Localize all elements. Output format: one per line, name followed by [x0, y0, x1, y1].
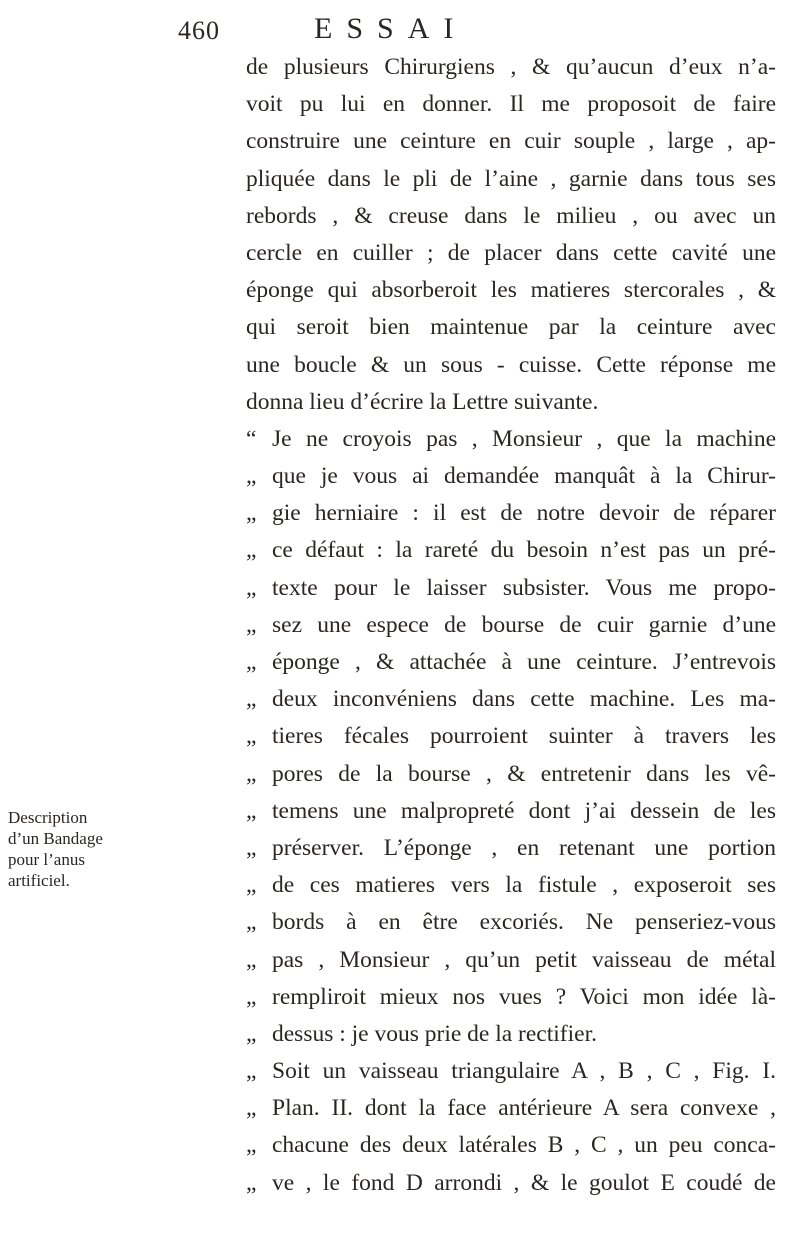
quote-mark: „	[246, 834, 257, 861]
quoted-line	[246, 756, 776, 793]
quoted-text: temens une malpropreté dont j’ai dessein de les	[272, 797, 776, 824]
quote-mark: „	[246, 1169, 257, 1196]
quoted-text: de ces matieres vers la fistule , exposeroit ses	[272, 872, 776, 899]
quoted-line	[246, 421, 776, 458]
quoted-line	[246, 644, 776, 681]
quoted-line	[246, 1016, 776, 1053]
quoted-line	[246, 942, 776, 979]
quoted-text: Soit un vaisseau triangulaire A , B , C , Fig. I.	[272, 1058, 776, 1085]
page-header	[0, 12, 800, 52]
quote-mark: “	[246, 425, 257, 452]
quoted-text: pas , Monsieur , qu’un petit vaisseau de métal	[272, 946, 776, 973]
page-number: 460	[178, 16, 220, 45]
text-line: pliquée dans le pli de l’aine , garnie dans tous ses	[246, 165, 776, 192]
quote-mark: „	[246, 1020, 257, 1047]
quoted-line	[246, 532, 776, 569]
margin-note-line: Description	[8, 808, 88, 827]
quoted-text: gie herniaire : il est de notre devoir de réparer	[272, 500, 776, 527]
quote-mark: „	[246, 686, 257, 713]
quoted-line	[246, 1127, 776, 1164]
margin-note-line: d’un Bandage	[8, 829, 103, 848]
quoted-line	[246, 1053, 776, 1090]
quote-mark: „	[246, 797, 257, 824]
text-line: donna lieu d’écrire la Lettre suivante.	[246, 388, 599, 415]
quote-mark: „	[246, 1095, 257, 1122]
quoted-text: bords à en être excoriés. Ne penseriez-vous	[272, 909, 776, 936]
quoted-line	[246, 1165, 776, 1202]
quoted-line	[246, 607, 776, 644]
quoted-line	[246, 1090, 776, 1127]
quote-mark: „	[246, 500, 257, 527]
quoted-text: texte pour le laisser subsister. Vous me propo-	[272, 574, 776, 601]
quote-mark: „	[246, 463, 257, 490]
quote-mark: „	[246, 983, 257, 1010]
quoted-text: pores de la bourse , & entretenir dans les vê-	[272, 760, 776, 787]
text-line: construire une ceinture en cuir souple , large , ap-	[246, 128, 776, 155]
quoted-line	[246, 830, 776, 867]
quote-mark: „	[246, 909, 257, 936]
body-text	[246, 49, 776, 1202]
quote-mark: „	[246, 1058, 257, 1085]
quoted-line	[246, 793, 776, 830]
quoted-text: éponge , & attachée à une ceinture. J’entrevois	[272, 649, 776, 675]
quoted-line	[246, 904, 776, 941]
quoted-line	[246, 495, 776, 532]
margin-note-line: pour l’anus	[8, 850, 85, 869]
text-line: voit pu lui en donner. Il me proposoit de faire	[246, 91, 776, 118]
quoted-text: sez une espece de bourse de cuir garnie d’une	[272, 611, 776, 638]
quoted-text: préserver. L’éponge , en retenant une portion	[272, 834, 776, 861]
text-line: rebords , & creuse dans le milieu , ou avec un	[246, 202, 776, 229]
quoted-line	[246, 458, 776, 495]
quoted-line	[246, 867, 776, 904]
quoted-text: Plan. II. dont la face antérieure A sera convexe ,	[272, 1095, 776, 1122]
quoted-text: ve , le fond D arrondi , & le goulot E coudé de	[272, 1169, 776, 1196]
text-line: cercle en cuiller ; de placer dans cette cavité une	[246, 239, 776, 266]
quote-mark: „	[246, 946, 257, 973]
quoted-letter	[246, 421, 776, 1202]
quote-mark: „	[246, 1132, 257, 1159]
quote-mark: „	[246, 537, 257, 564]
text-line: de plusieurs Chirurgiens , & qu’aucun d’eux n’a-	[246, 54, 776, 80]
quoted-line	[246, 979, 776, 1016]
quoted-line	[246, 681, 776, 718]
quote-mark: „	[246, 760, 257, 787]
quoted-text: chacune des deux latérales B , C , un peu conca-	[272, 1132, 776, 1159]
quoted-text: que je vous ai demandée manquât à la Chirur-	[272, 463, 776, 490]
quote-mark: „	[246, 574, 257, 601]
text-line: une boucle & un sous - cuisse. Cette réponse me	[246, 351, 776, 378]
margin-note	[8, 807, 126, 891]
text-line: qui seroit bien maintenue par la ceinture avec	[246, 314, 776, 341]
quoted-text: ce défaut : la rareté du besoin n’est pas un pré-	[272, 537, 776, 564]
quoted-text: rempliroit mieux nos vues ? Voici mon idée là-	[272, 983, 776, 1010]
quoted-text: dessus : je vous prie de la rectifier.	[272, 1020, 597, 1047]
quoted-text: tieres fécales pourroient suinter à travers les	[272, 723, 776, 750]
quote-mark: „	[246, 872, 257, 899]
quoted-line	[246, 718, 776, 755]
quoted-text: Je ne croyois pas , Monsieur , que la machine	[272, 425, 776, 452]
running-title: ESSAI	[314, 12, 468, 45]
text-line: éponge qui absorberoit les matieres stercorales , &	[246, 277, 776, 304]
margin-note-line: artificiel.	[8, 871, 70, 890]
quoted-text: deux inconvéniens dans cette machine. Les ma-	[272, 686, 776, 713]
quote-mark: „	[246, 611, 257, 638]
quote-mark: „	[246, 649, 257, 675]
quote-mark: „	[246, 723, 257, 750]
quoted-line	[246, 570, 776, 607]
